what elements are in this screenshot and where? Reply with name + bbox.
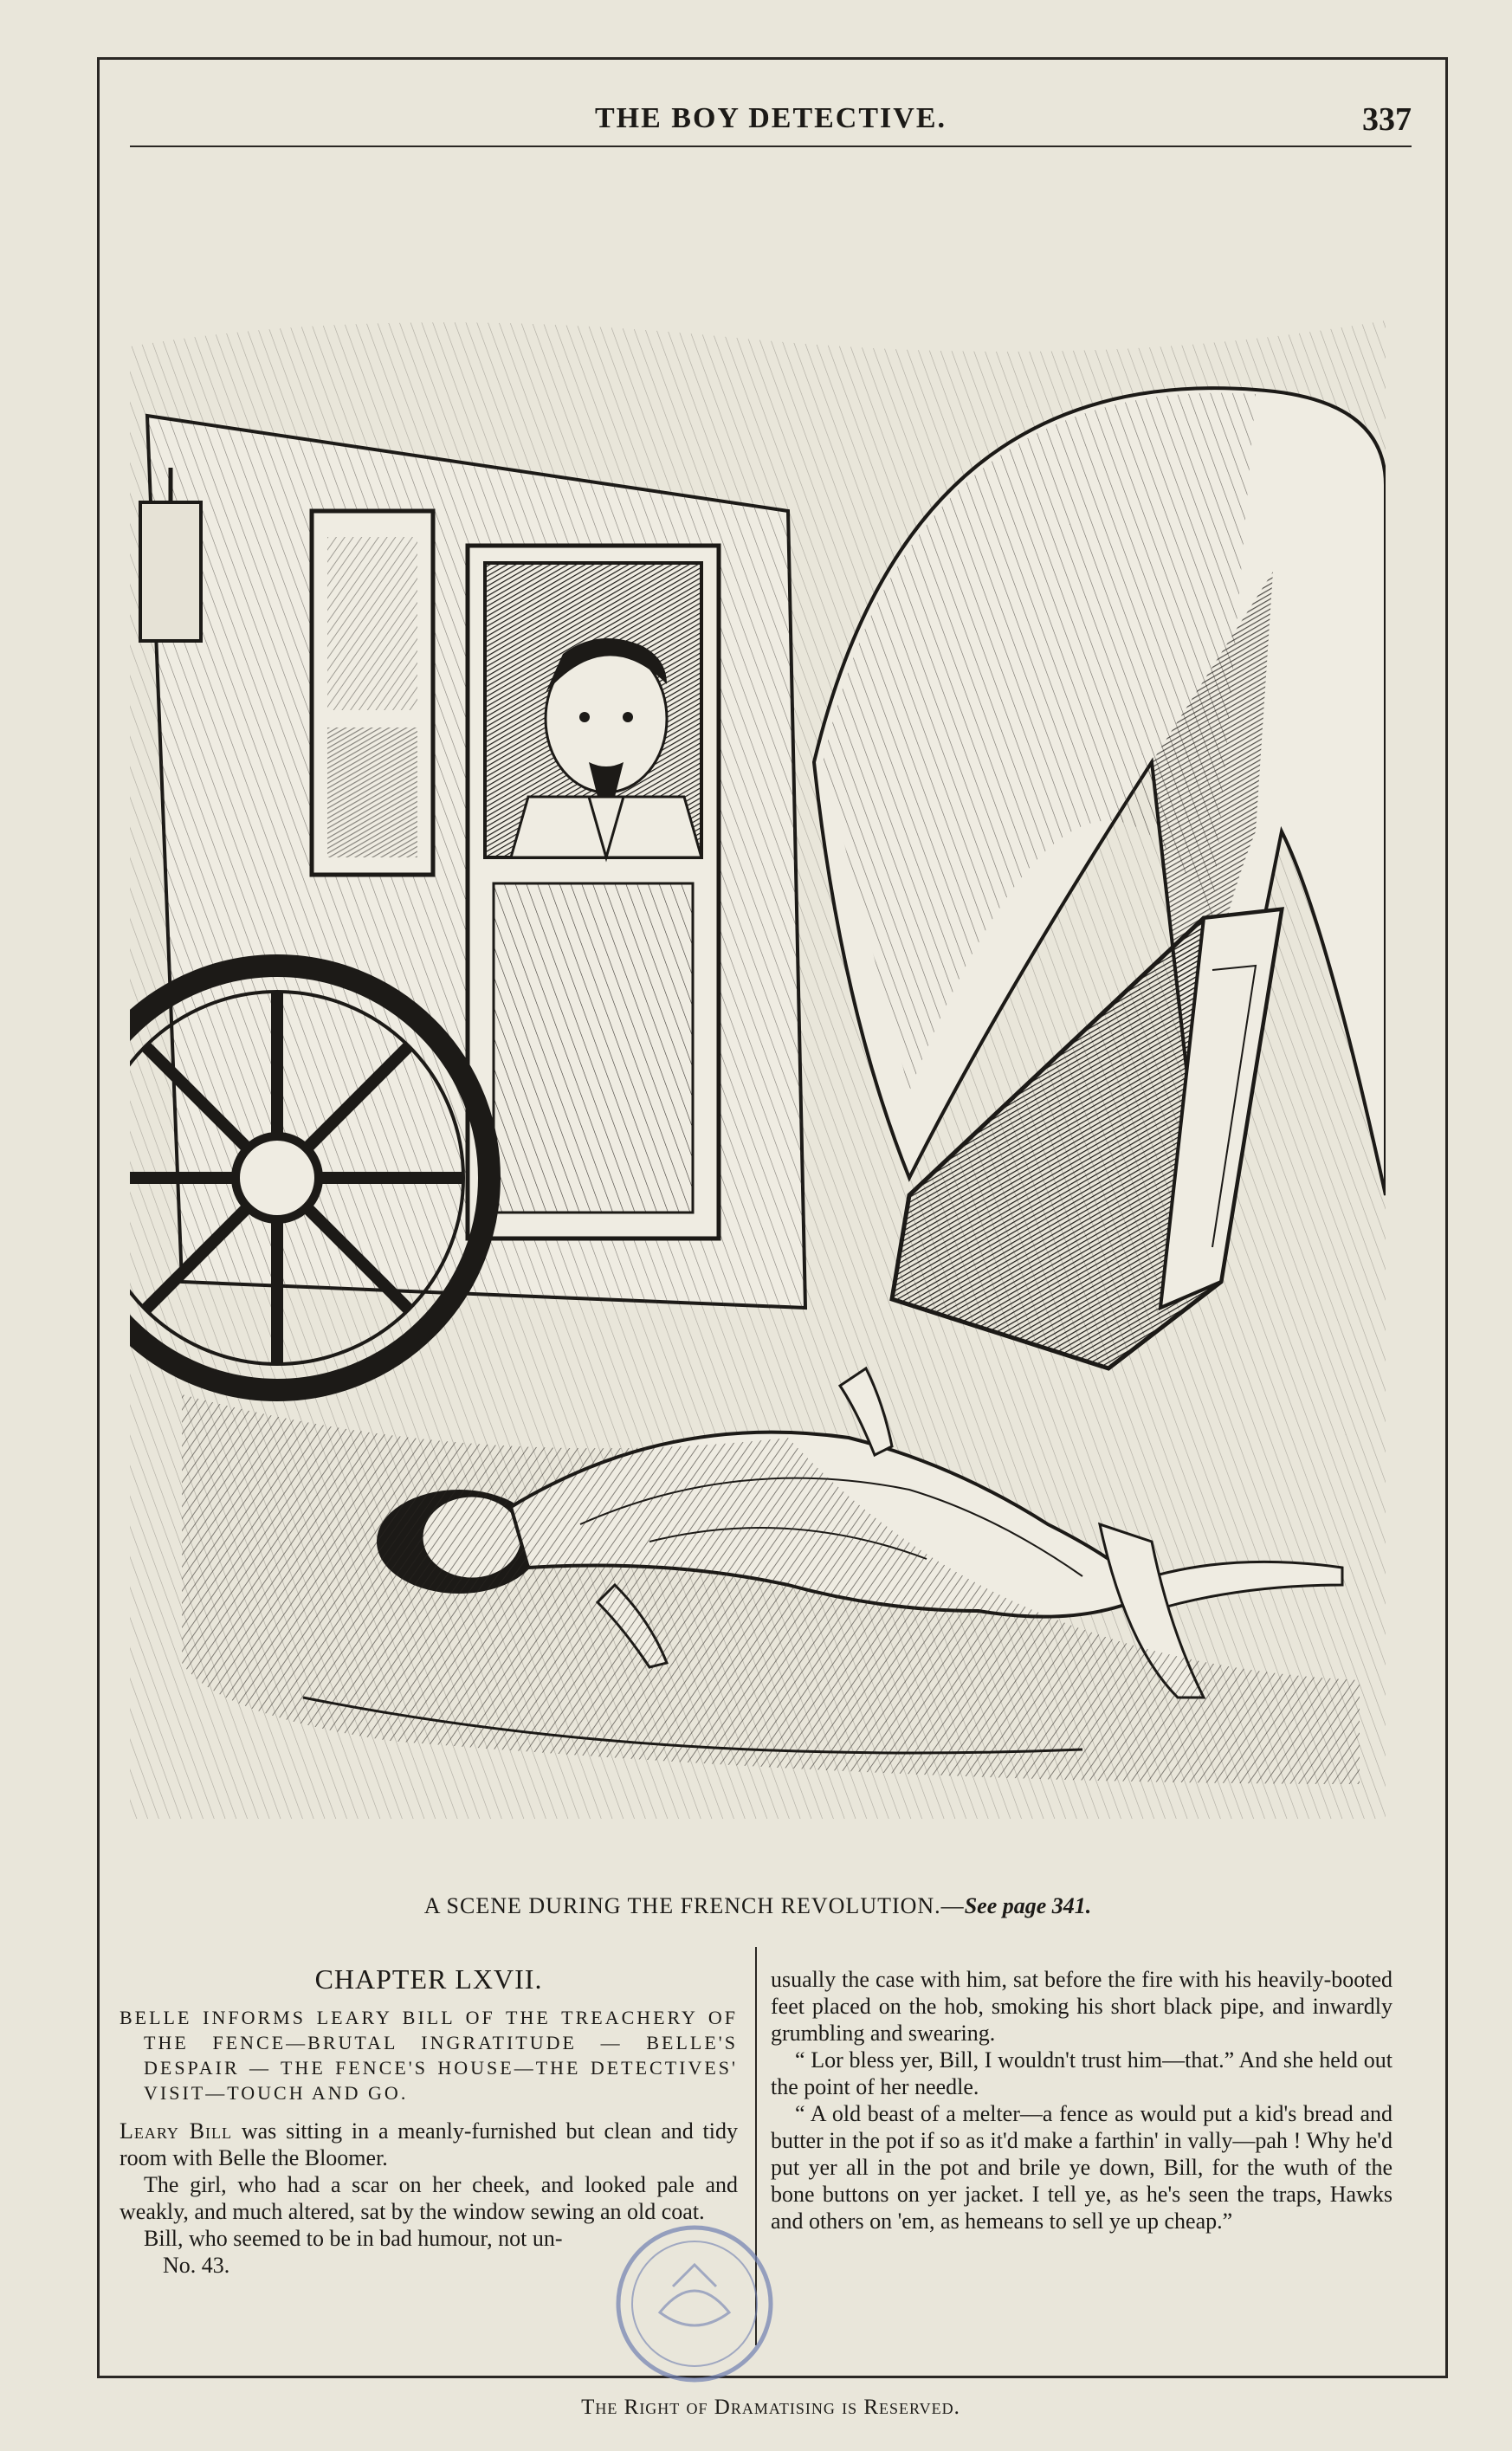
running-title: THE BOY DETECTIVE. xyxy=(595,102,947,134)
running-head xyxy=(130,102,1412,147)
paragraph xyxy=(120,2118,738,2171)
chapter-synopsis: BELLE INFORMS LEARY BILL OF THE TREACHERY OF THE FENCE—BRUTAL INGRATITUDE — BELLE'S DESPAIR — THE FENCE'S HOUSE—THE DETECTIVES' VISIT—TOUCH AND GO. xyxy=(120,2007,738,2104)
text-column-right xyxy=(771,1966,1392,2234)
engraving-illustration xyxy=(130,312,1386,1819)
issue-number: No. 43. xyxy=(163,2253,230,2278)
footer-notice: The Right of Dramatising is Reserved. xyxy=(581,2396,960,2419)
chapter-title: CHAPTER LXVII. xyxy=(314,1963,543,1995)
caption-reference: See page 341. xyxy=(964,1893,1092,1918)
paragraph: “ A old beast of a melter—a fence as would put a kid's bread and butter in the pot if so as it'd make a farthin' in vally—pah ! Why he'd put yer all in the pot and brile ye down, Bill, for the wuth of the bone buttons on yer jacket. I tell ye, as he's seen the traps, Hawks and others on 'em, as hemeans to sell ye up cheap.” xyxy=(771,2101,1392,2234)
page-number: 337 xyxy=(1362,101,1412,138)
illustration-caption xyxy=(130,1893,1386,1919)
paragraph: usually the case with him, sat before the fire with his heavily-booted feet placed on the hob, smoking his short black pipe, and inwardly grumbling and swearing. xyxy=(771,1967,1392,2046)
paragraph: Bill, who seemed to be in bad humour, not un- xyxy=(144,2226,563,2251)
engraving-drawing xyxy=(130,312,1386,1819)
paragraph: “ Lor bless yer, Bill, I wouldn't trust him—that.” And she held out the point of her needle. xyxy=(771,2047,1392,2099)
paragraph-text: was sitting in a meanly-furnished but clean and tidy room with Belle the Bloomer. xyxy=(120,2118,738,2170)
library-stamp xyxy=(608,2217,781,2390)
paragraph: The girl, who had a scar on her cheek, and looked pale and weakly, and much altered, sat by the window sewing an old coat. xyxy=(120,2172,738,2224)
caption-main: A SCENE DURING THE FRENCH REVOLUTION.— xyxy=(423,1893,965,1918)
paragraph-lead: Leary Bill xyxy=(120,2118,233,2144)
